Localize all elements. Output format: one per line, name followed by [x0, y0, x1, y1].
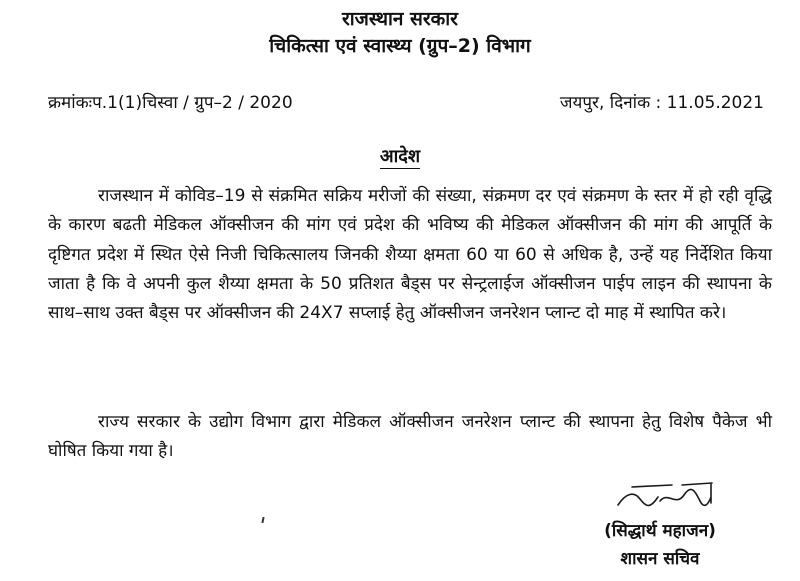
signatory-name: (सिद्धार्थ महाजन) — [604, 521, 716, 541]
place-date: जयपुर, दिनांक : 11.05.2021 — [559, 93, 764, 113]
signatory-designation: शासन सचिव — [620, 549, 700, 569]
department-name: चिकित्सा एवं स्वास्थ्य (ग्रुप–2) विभाग — [269, 35, 531, 57]
order-paragraph-1: राजस्थान में कोविड–19 से संक्रमित सक्रिय मरीजों की संख्या, संक्रमण दर एवं संक्रमण के स्तर में हो रही वृद्धि के कारण बढती मेडिकल ऑक्सीजन की मांग एवं प्रदेश की भविष्य की मेडिकल ऑक्सीजन की मांग की आपूर्ति के दृष्टिगत प्रदेश में स्थित ऐसे निजी चिकित्सालय जिनकी शैय्या क्षमता 60 या 60 से अधिक है, उन्हें यह निर्देशित किया जाता है कि वे अपनी कुल शैय्या क्षमता के 50 प्रतिशत बैड्स पर सेन्ट्रलाईज ऑक्सीजन पाईप लाइन की स्थापना के साथ–साथ उक्त बैड्स पर ऑक्सीजन की 24X7 सप्लाई हेतु ऑक्सीजन जनरेशन प्लान्ट दो माह में स्थापित करे। — [48, 186, 772, 324]
order-heading — [0, 144, 800, 168]
order-paragraph-2: राज्य सरकार के उद्योग विभाग द्वारा मेडिकल ऑक्सीजन जनरेशन प्लान्ट की स्थापना हेतु विशेष पैकेज भी घोषित किया गया है। — [48, 412, 772, 462]
stray-ink-mark — [261, 517, 264, 523]
handwritten-signature — [612, 475, 722, 520]
order-heading-text: आदेश — [379, 146, 421, 167]
reference-number: क्रमांकःप.1(1)चिस्वा / ग्रुप–2 / 2020 — [48, 93, 293, 113]
government-name: राजस्थान सरकार — [342, 8, 458, 30]
